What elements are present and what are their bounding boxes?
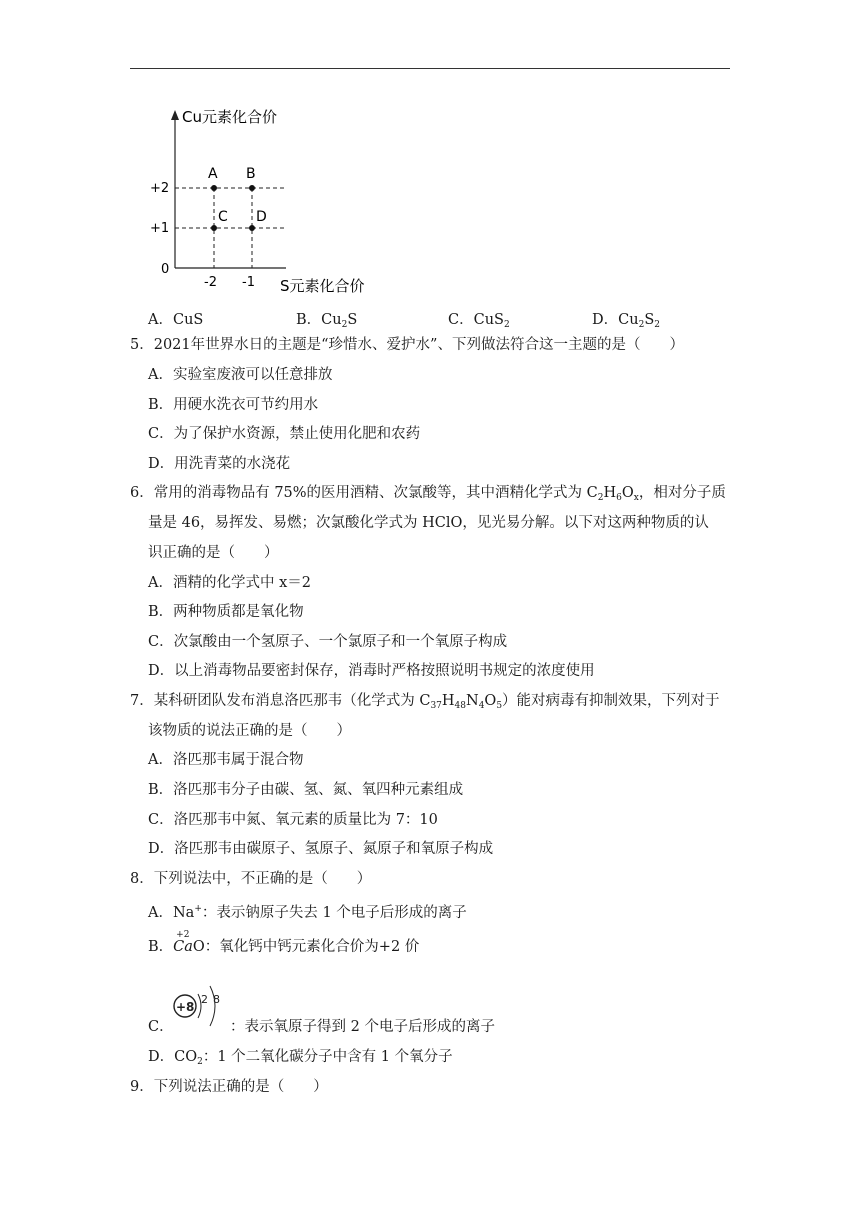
q8-stem: 8．下列说法中，不正确的是（ ） [130,871,372,887]
q4-option-a: A．CuS [148,312,204,328]
y-tick-2: +2 [150,181,170,196]
q5-option-c: C．为了保护水资源，禁止使用化肥和农药 [148,426,421,442]
point-a [211,185,217,191]
label-d: D [256,209,267,225]
point-c [211,225,217,231]
nucleus-label: +8 [176,1000,195,1014]
q6-stem-line3: 识正确的是（ ） [148,545,279,561]
origin-label: 0 [161,262,170,277]
q6-option-a: A．酒精的化学式中 x＝2 [148,575,311,591]
x-axis-label: S元素化合价 [280,277,365,295]
label-a: A [208,166,218,182]
q7-stem-line2: 该物质的说法正确的是（ ） [148,723,351,739]
q4-option-b: B．$Cu_2S$ [296,312,358,330]
point-d [249,225,255,231]
q8-option-a: A．Na+：表示钠原子失去 1 个电子后形成的离子 [148,904,467,921]
q7-stem-line1: 7．某科研团队发布消息洛匹那韦（化学式为 $C_{37}H_{48}N_4O_5$）能对病毒有抑制效果，下列对于 [130,693,720,711]
y-axis-label: Cu元素化合价 [182,108,277,126]
q6-stem-line2: 量是 46，易挥发、易燃；次氯酸化学式为 HClO，见光易分解。以下对这两种物质的认 [148,515,709,531]
y-tick-1: +1 [150,221,170,236]
header-rule [130,68,730,69]
q5-option-a: A．实验室废液可以任意排放 [148,367,333,383]
q5-option-b: B．用硬水洗衣可节约用水 [148,397,319,413]
q7-option-c: C．洛匹那韦中氮、氧元素的质量比为 7：10 [148,812,438,828]
q7-option-d: D．洛匹那韦由碳原子、氢原子、氮原子和氧原子构成 [148,841,494,857]
q6-option-d: D．以上消毒物品要密封保存，消毒时严格按照说明书规定的浓度使用 [148,663,595,679]
q4-option-c: C．CuS$_2$ [448,312,510,330]
q6-stem-line1: 6．常用的消毒物品有 75%的医用酒精、次氯酸等，其中酒精化学式为 $C_2H_6O_x$，相对分子质 [130,485,726,503]
q5-option-d: D．用洗青菜的水浇花 [148,456,291,472]
shell2-label: 8 [213,993,220,1006]
point-b [249,185,255,191]
valence-graph [140,100,400,300]
label-b: B [246,166,256,182]
x-tick-neg1: -1 [242,275,255,290]
q8-option-b: B． +2 CaO：氧化钙中钙元素化合价为+2 价 [148,930,420,955]
q8-option-d: D．$CO_2$：1 个二氧化碳分子中含有 1 个氧分子 [148,1049,453,1067]
q5-stem: 5．2021年世界水日的主题是“珍惜水、爱护水”、下列做法符合这一主题的是（ ） [130,337,684,353]
q7-option-a: A．洛匹那韦属于混合物 [148,752,304,768]
oxide-ion-structure-diagram [168,980,230,1032]
q7-option-b: B．洛匹那韦分子由碳、氢、氮、氧四种元素组成 [148,782,464,798]
q4-option-d: D．$Cu_2S_2$ [592,312,660,330]
q6-option-b: B．两种物质都是氧化物 [148,604,304,620]
q9-stem: 9．下列说法正确的是（ ） [130,1079,328,1095]
q8-option-c-text: ：表示氧原子得到 2 个电子后形成的离子 [230,1019,495,1035]
label-c: C [218,209,228,225]
q6-option-c: C．次氯酸由一个氢原子、一个氯原子和一个氧原子构成 [148,634,508,650]
q8-option-c-prefix: C． [148,1019,174,1035]
shell1-label: 2 [201,993,208,1006]
x-tick-neg2: -2 [204,275,217,290]
